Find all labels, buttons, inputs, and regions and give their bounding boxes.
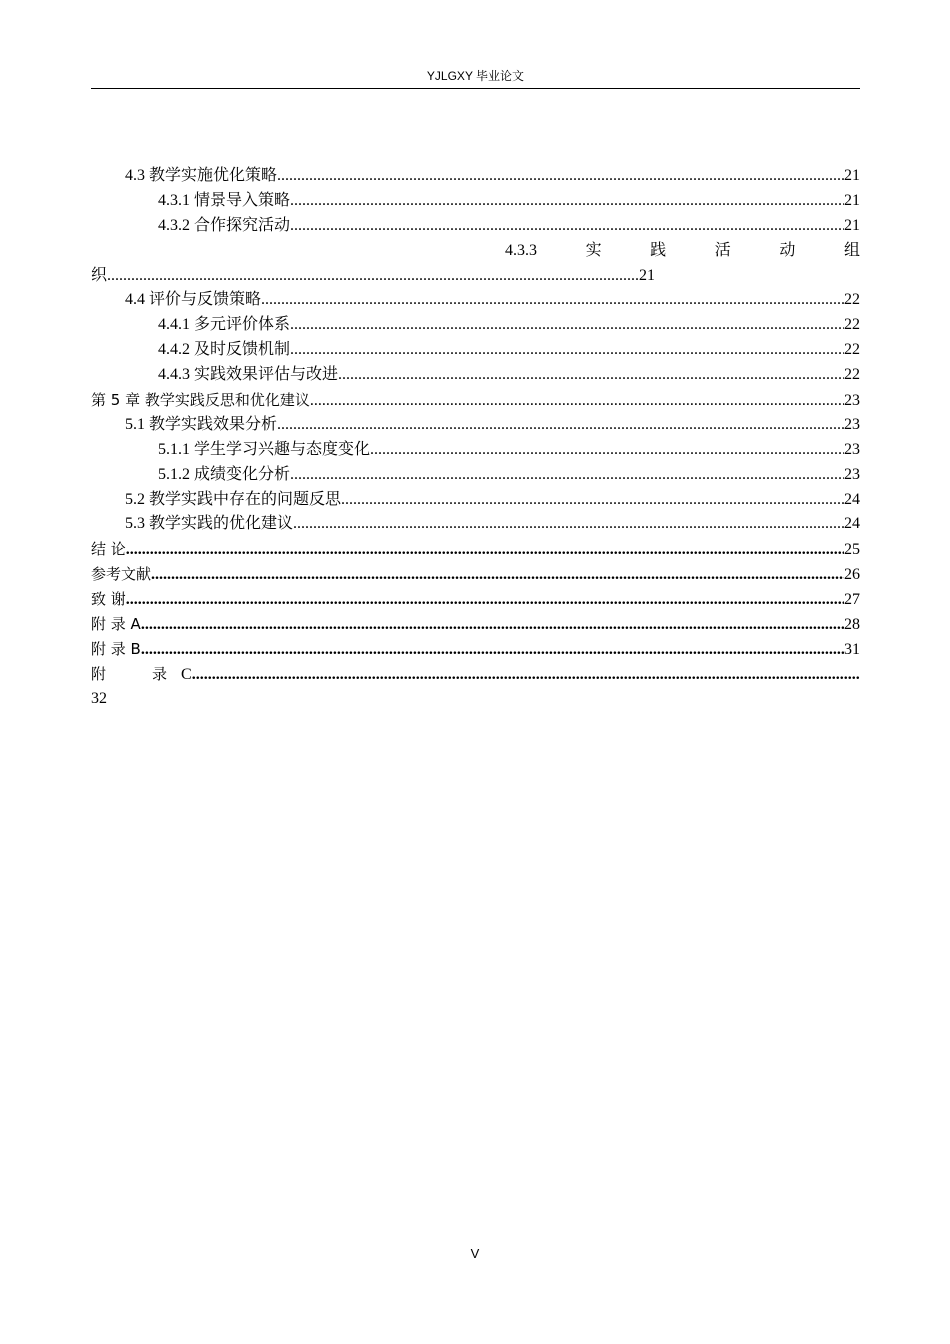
toc-entry-label: 4.3.1 情景导入策略 [158,191,291,209]
toc-entry[interactable] [91,189,860,214]
toc-entry-page: 21 [639,266,655,284]
toc-entry-page: 27 [844,591,860,609]
toc-entry-label-part: C [181,665,192,683]
dot-leader [141,638,844,663]
toc-entry-label: 5.1.2 成绩变化分析 [158,465,291,483]
toc-entry-page: 31 [844,640,860,658]
toc-entry-page: 21 [844,216,860,234]
toc-entry-page: 21 [844,191,860,209]
toc-entry-page: 22 [844,366,860,384]
toc-chapter-entry[interactable] [91,388,860,413]
toc-entry-label-part: 录 [152,664,168,683]
toc-entry[interactable] [91,214,860,239]
dot-leader [341,488,844,513]
toc-entry-label: 第 5 章 教学实践反思和优化建议 [91,391,310,410]
toc-entry-label-part: 活 [714,241,731,259]
toc-entry-page: 23 [844,465,860,483]
toc-entry-page: 23 [844,440,860,458]
dot-leader [293,512,844,537]
dot-leader [290,463,844,488]
toc-chapter-entry[interactable] [91,662,860,687]
toc-chapter-entry[interactable] [91,562,860,587]
toc-entry-label: 结 论 [91,540,126,559]
toc-entry[interactable] [91,488,860,513]
toc-entry-label-part: 4.3.3 [505,241,537,259]
page-header: YJLGXY 毕业论文 [91,66,860,89]
toc-entry-page: 22 [844,341,860,359]
toc-chapter-entry[interactable] [91,587,860,612]
dot-leader [338,363,844,388]
toc-entry-label: 4.4 评价与反馈策略 [125,291,262,309]
toc-chapter-entry[interactable] [91,537,860,562]
toc-entry-page: 22 [844,291,860,309]
dot-leader [192,663,860,688]
toc-entry-label-part: 织 [91,266,108,284]
dot-leader [290,338,844,363]
dot-leader [261,288,844,313]
toc-entry[interactable] [91,164,860,189]
toc-entry-page: 24 [844,515,860,533]
toc-entry-page: 23 [844,415,860,433]
dot-leader [126,538,844,563]
toc-entry-page: 26 [844,566,860,584]
dot-leader [151,563,844,588]
toc-entry-label: 附 录 B [91,639,141,658]
toc-entry-label: 5.2 教学实践中存在的问题反思 [125,490,342,508]
toc-entry-label-part: 践 [650,241,667,259]
dot-leader [126,588,844,613]
toc-entry-label: 5.1 教学实践效果分析 [125,415,278,433]
toc-entry-label: 5.1.1 学生学习兴趣与态度变化 [158,440,371,458]
toc-entry-label-part: 组 [843,241,860,259]
toc-entry-label: 4.4.1 多元评价体系 [158,316,291,334]
dot-leader [310,389,844,414]
toc-entry-page: 25 [844,541,860,559]
toc-entry-page: 32 [91,689,107,707]
toc-entry-label: 4.4.2 及时反馈机制 [158,341,291,359]
toc-entry-page: 24 [844,490,860,508]
toc-entry[interactable] [91,288,860,313]
toc-entry-label: 致 谢 [91,590,126,609]
toc-entry-page: 22 [844,316,860,334]
toc-entry-justified[interactable] [91,239,860,264]
toc-entry[interactable] [91,512,860,537]
toc-entry-label: 5.3 教学实践的优化建议 [125,515,294,533]
toc-entry-label: 4.3.2 合作探究活动 [158,216,291,234]
toc-entry[interactable] [91,413,860,438]
toc-entry[interactable] [91,463,860,488]
toc-entry[interactable] [91,313,860,338]
toc-chapter-entry[interactable] [91,612,860,637]
toc-entry-label-part: 动 [779,241,796,259]
dot-leader [290,313,844,338]
dot-leader [107,264,639,289]
toc-entry-page: 21 [844,167,860,184]
dot-leader [277,164,844,189]
dot-leader [277,413,844,438]
toc-entry-page: 28 [844,616,860,634]
toc-entry[interactable] [91,363,860,388]
dot-leader [370,438,844,463]
toc-entry-continuation[interactable] [91,264,655,289]
toc-entry-label-part: 实 [585,241,602,259]
toc-entry-label: 4.3 教学实施优化策略 [125,167,278,184]
dot-leader [141,613,844,638]
toc-entry[interactable] [91,338,860,363]
page-number: V [470,1246,480,1261]
toc-entry-page: 23 [844,392,860,410]
dot-leader [290,189,844,214]
dot-leader [290,214,844,239]
toc-entry-label: 4.4.3 实践效果评估与改进 [158,366,339,384]
toc-entry-label: 附 录 A [91,615,141,634]
toc-entry[interactable] [91,438,860,463]
table-of-contents [91,164,860,712]
toc-entry-label: 参考文献 [91,565,152,584]
toc-entry-label-part: 附 [91,664,107,683]
toc-chapter-entry[interactable] [91,637,860,662]
